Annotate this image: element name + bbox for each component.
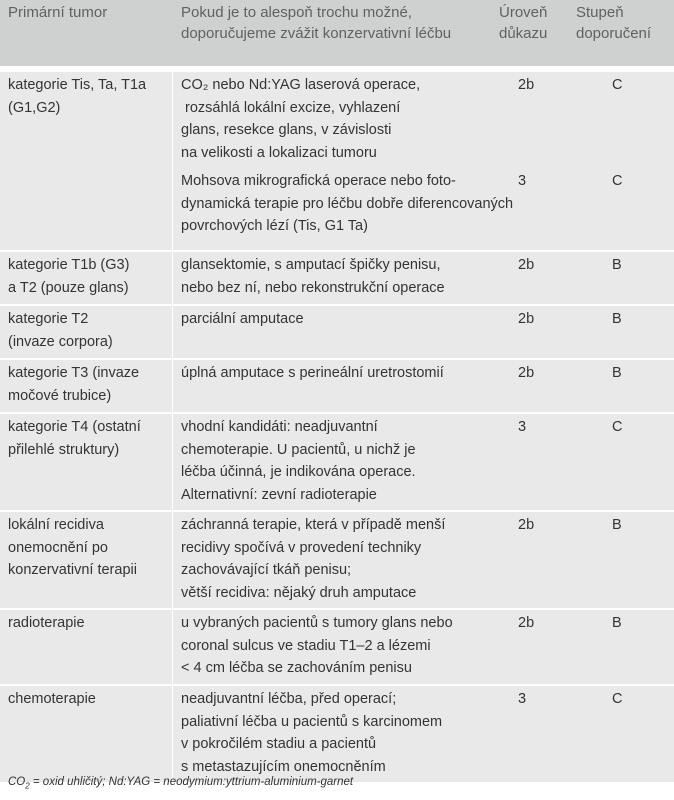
treatment-cell: Mohsova mikrografická operace nebo foto- dynamická terapie pro léčbu dobře diferencovaných povrchových lézí (Tis, G1 Ta) [181, 173, 514, 234]
tumor-cell: kategorie T1b (G3) a T2 (pouze glans) [8, 257, 130, 296]
table-row [0, 686, 674, 784]
table-header [0, 0, 674, 66]
tumor-cell: kategorie Tis, Ta, T1a (G1,G2) [8, 77, 151, 116]
grade-cell: C [612, 691, 623, 707]
tumor-cell: chemoterapie [8, 691, 96, 707]
table-footnote: $CO_2$ = oxid uhličitý; Nd:YAG = neodymium:yttrium-aluminium-garnet [8, 776, 354, 791]
evidence-cell: 2b [518, 615, 535, 631]
table-row [0, 610, 674, 686]
table-row [0, 360, 674, 414]
evidence-cell: 3 [518, 173, 527, 189]
evidence-cell: 2b [518, 311, 535, 327]
grade-cell: B [612, 365, 622, 381]
grade-cell: C [612, 173, 623, 189]
treatment-cell: CO₂ nebo Nd:YAG laserová operace, rozsáhlá lokální excize, vyhlazení glans, resekce glans, v závislosti na velikosti a lokalizaci tumoru [181, 77, 421, 161]
grade-cell: B [612, 257, 622, 273]
evidence-cell: 3 [518, 419, 527, 435]
treatment-cell: neadjuvantní léčba, před operací; paliativní léčba u pacientů s karcinomem v pokročilém stadiu a pacientů s metastazujícím onemocněním [181, 691, 443, 775]
tumor-cell: kategorie T3 (invaze močové trubice) [8, 365, 140, 404]
evidence-cell: 2b [518, 517, 535, 533]
header-treatment: Pokud je to alespoň trochu možné, doporučujeme zvážit konzervativní léčbu [181, 4, 452, 42]
treatment-cell: parciální amputace [181, 311, 304, 327]
evidence-cell: 3 [518, 691, 527, 707]
tumor-cell: lokální recidiva onemocnění po konzervativní terapii [8, 517, 137, 578]
evidence-cell: 2b [518, 365, 535, 381]
table-row [0, 252, 674, 306]
header-recommendation-grade: Stupeň doporučení [576, 4, 652, 42]
table-row [0, 72, 674, 252]
treatment-cell: vhodní kandidáti: neadjuvantní chemoterapie. U pacientů, u nichž je léčba účinná, je indikována operace. Alternativní: zevní radioterapie [181, 419, 416, 503]
evidence-cell: 2b [518, 77, 535, 93]
table-row [0, 306, 674, 360]
grade-cell: C [612, 77, 623, 93]
table-row [0, 512, 674, 610]
treatment-cell: záchranná terapie, která v případě menší recidivy spočívá v provedení techniky zachovávající tkáň penisu; větší recidiva: nějaký druh amputace [181, 517, 446, 601]
tumor-cell: kategorie T2 (invaze corpora) [8, 311, 113, 350]
treatment-cell: glansektomie, s amputací špičky penisu, nebo bez ní, nebo rekonstrukční operace [181, 257, 445, 296]
header-primary-tumor: Primární tumor [8, 4, 108, 21]
treatment-cell: u vybraných pacientů s tumory glans nebo coronal sulcus ve stadiu T1–2 a lézemi < 4 cm léčba se zachováním penisu [181, 615, 453, 676]
grade-cell: B [612, 615, 622, 631]
tumor-cell: kategorie T4 (ostatní přilehlé struktury) [8, 419, 141, 458]
table-row [0, 414, 674, 512]
grade-cell: C [612, 419, 623, 435]
evidence-cell: 2b [518, 257, 535, 273]
header-evidence-level: Úroveň důkazu [499, 4, 548, 42]
grade-cell: B [612, 517, 622, 533]
tumor-cell: radioterapie [8, 615, 85, 631]
grade-cell: B [612, 311, 622, 327]
treatment-cell: úplná amputace s perineální uretrostomií [181, 365, 444, 381]
